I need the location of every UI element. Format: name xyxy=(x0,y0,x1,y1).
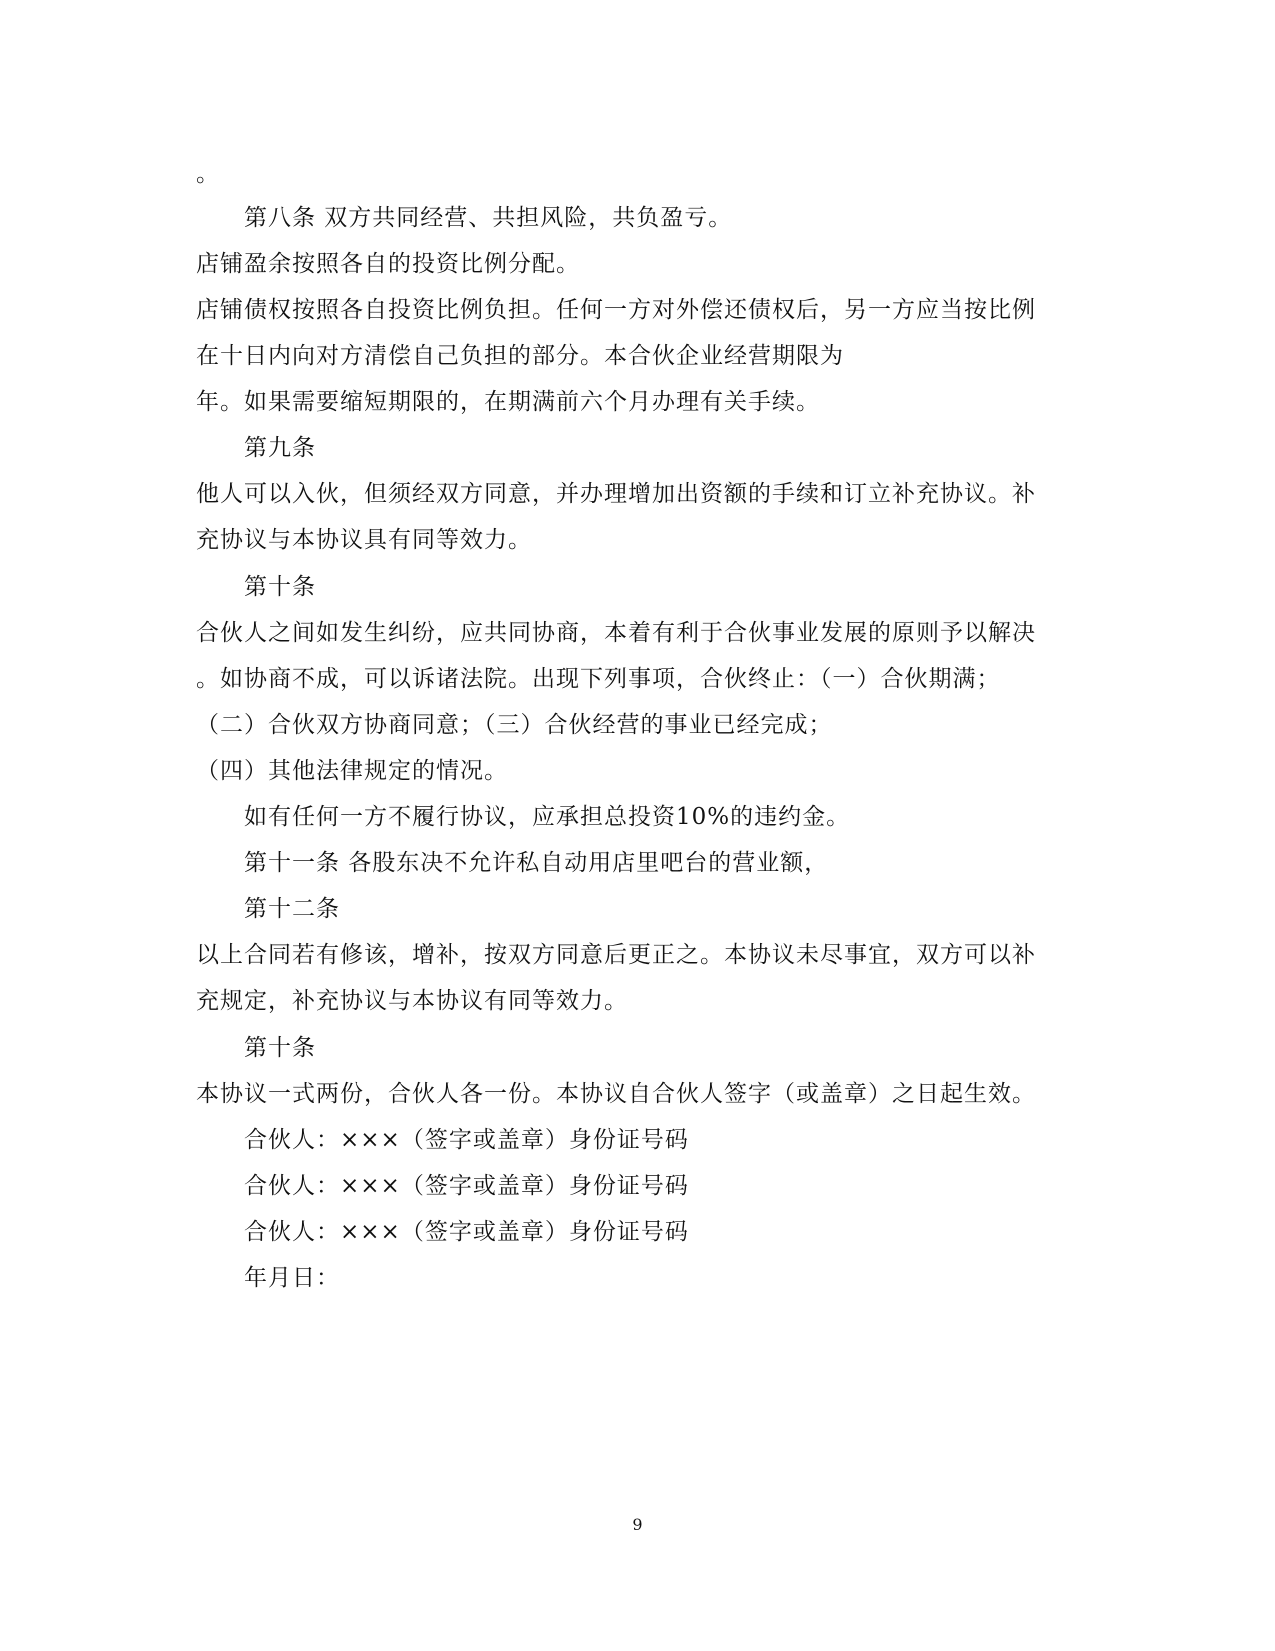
article-8-heading: 第八条 双方共同经营、共担风险，共负盈亏。 xyxy=(244,205,733,231)
text-line-12: 。如协商不成，可以诉诸法院。出现下列事项，合伙终止：（一）合伙期满； xyxy=(196,666,1001,692)
text-line-19: 充规定，补充协议与本协议有同等效力。 xyxy=(196,988,628,1014)
article-10-heading: 第十条 xyxy=(244,574,316,600)
text-line-8: 他人可以入伙，但须经双方同意，并办理增加出资额的手续和订立补充协议。补 xyxy=(196,481,1036,507)
signature-line-3: 合伙人：×××（签字或盖章）身份证号码 xyxy=(244,1219,689,1245)
text-line-3: 店铺盈余按照各自的投资比例分配。 xyxy=(196,251,580,277)
text-line-4: 店铺债权按照各自投资比例负担。任何一方对外偿还债权后，另一方应当按比例 xyxy=(196,297,1036,323)
page-number: 9 xyxy=(632,1515,643,1534)
text-line-18: 以上合同若有修该，增补，按双方同意后更正之。本协议未尽事宜，双方可以补 xyxy=(196,942,1036,968)
text-line-13: （二）合伙双方协商同意；（三）合伙经营的事业已经完成； xyxy=(196,712,833,738)
signature-line-1: 合伙人：×××（签字或盖章）身份证号码 xyxy=(244,1127,689,1153)
text-line-5: 在十日内向对方清偿自己负担的部分。本合伙企业经营期限为 xyxy=(196,343,844,369)
text-line-1: 。 xyxy=(196,161,220,187)
text-line-14: （四）其他法律规定的情况。 xyxy=(196,758,508,784)
signature-line-2: 合伙人：×××（签字或盖章）身份证号码 xyxy=(244,1173,689,1199)
article-10b-heading: 第十条 xyxy=(244,1035,316,1061)
date-line: 年月日： xyxy=(244,1265,340,1291)
text-line-6: 年。如果需要缩短期限的，在期满前六个月办理有关手续。 xyxy=(196,389,820,415)
text-line-9: 充协议与本协议具有同等效力。 xyxy=(196,527,532,553)
text-line-11: 合伙人之间如发生纠纷，应共同协商，本着有利于合伙事业发展的原则予以解决 xyxy=(196,620,1036,646)
text-line-21: 本协议一式两份，合伙人各一份。本协议自合伙人签字（或盖章）之日起生效。 xyxy=(196,1081,1036,1107)
article-12-heading: 第十二条 xyxy=(244,896,340,922)
article-11-heading: 第十一条 各股东决不允许私自动用店里吧台的营业额， xyxy=(244,850,829,876)
penalty-clause: 如有任何一方不履行协议，应承担总投资10%的违约金。 xyxy=(244,804,851,830)
article-9-heading: 第九条 xyxy=(244,435,316,461)
